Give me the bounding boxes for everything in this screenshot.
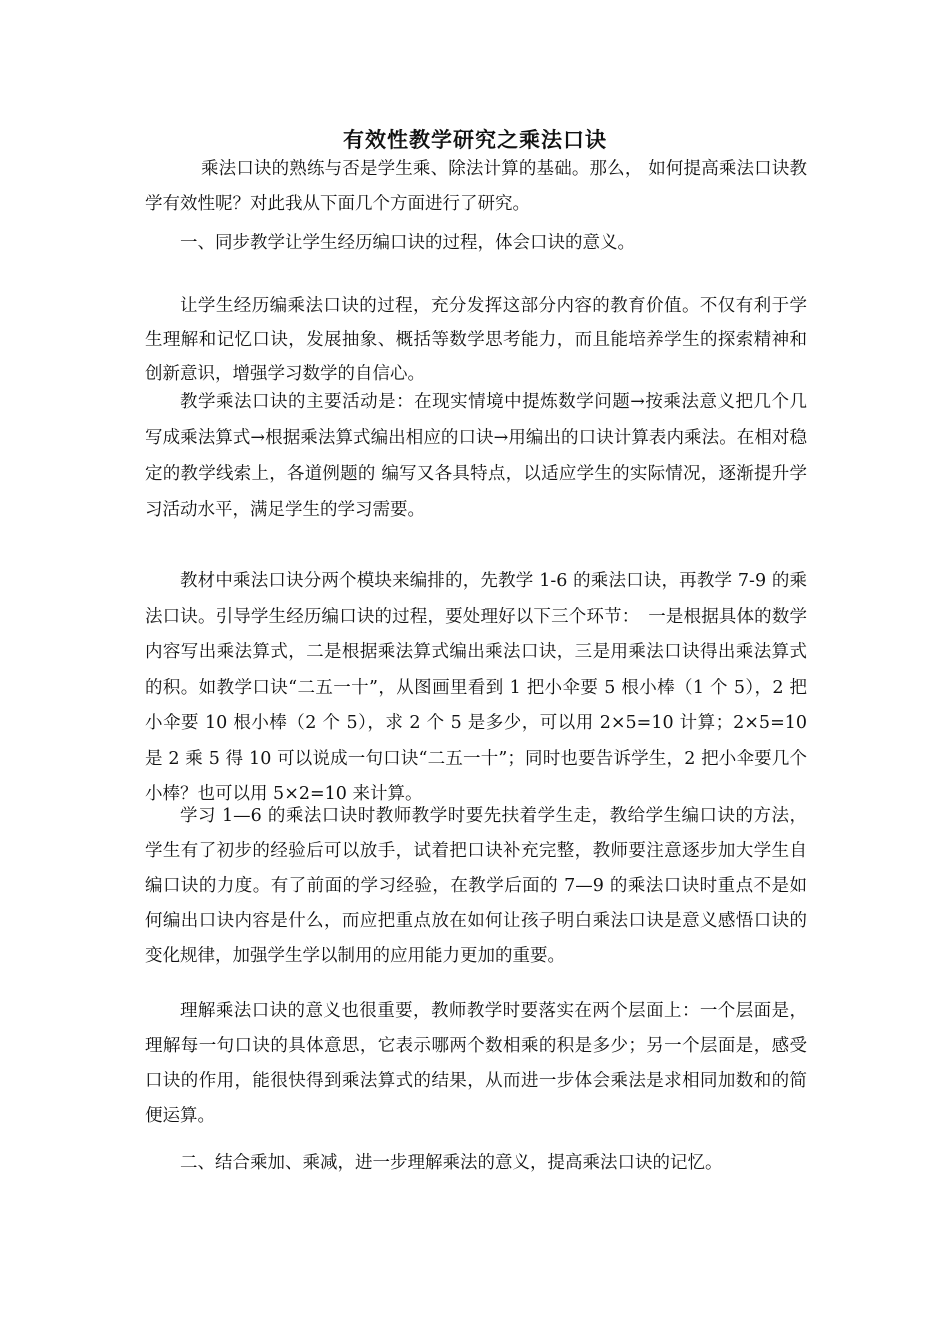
paragraph-body: 教材中乘法口诀分两个模块来编排的，先教学 1-6 的乘法口诀，再教学 7-9 的乘法口诀。引导学生经历编口诀的过程，要处理好以下三个环节： 一是根据具体的数学内容写出乘法算式，二是根据乘法算式编出乘法口诀，三是用乘法口诀得出乘法算式的积。如教学口诀“二五一十”，从图画里看到 1 把小伞要 5 根小棒（1 个 5），2 把小伞要 10 根小棒（2 个 5），求 2 个 5 是多少，可以用 2×5=10 计算；2×5=10 是 2 乘 5 得 10 可以说成一句口诀“二五一十”；同时也要告诉学生，2 把小伞要几个小棒？也可以用 5×2=10 来计算。	[145, 571, 807, 804]
paragraph-body: 教学乘法口诀的主要活动是：在现实情境中提炼数学问题→按乘法意义把几个几写成乘法算式→根据乘法算式编出相应的口诀→用编出的口诀计算表内乘法。在相对稳定的教学线索上，各道例题的 编写又各具特点，以适应学生的实际情况，逐渐提升学习活动水平，满足学生的学习需要。	[145, 392, 807, 520]
paragraph-intro: 乘法口诀的熟练与否是学生乘、除法计算的基础。那么， 如何提高乘法口诀教学有效性呢？对此我从下面几个方面进行了研究。	[145, 159, 807, 214]
document-title: 有效性教学研究之乘法口诀	[343, 127, 607, 152]
section-heading-1: 一、同步教学让学生经历编口诀的过程，体会口诀的意义。	[180, 233, 635, 253]
paragraph-body: 理解乘法口诀的意义也很重要，教师教学时要落实在两个层面上：一个层面是，理解每一句口诀的具体意思，它表示哪两个数相乘的积是多少；另一个层面是，感受口诀的作用，能很快得到乘法算式的结果，从而进一步体会乘法是求相同加数和的简便运算。	[145, 1001, 807, 1126]
paragraph-body: 学习 1—6 的乘法口诀时教师教学时要先扶着学生走，教给学生编口诀的方法，学生有了初步的经验后可以放手，试着把口诀补充完整，教师要注意逐步加大学生自编口诀的力度。有了前面的学习经验，在教学后面的 7—9 的乘法口诀时重点不是如何编出口诀内容是什么，而应把重点放在如何让孩子明白乘法口诀是意义感悟口诀的变化规律，加强学生学以制用的应用能力更加的重要。	[145, 806, 807, 966]
paragraph-body: 让学生经历编乘法口诀的过程，充分发挥这部分内容的教育价值。不仅有利于学生理解和记忆口诀，发展抽象、概括等数学思考能力，而且能培养学生的探索精神和创新意识，增强学习数学的自信心。	[145, 296, 807, 384]
section-heading-2: 二、结合乘加、乘减，进一步理解乘法的意义，提高乘法口诀的记忆。	[180, 1153, 723, 1173]
